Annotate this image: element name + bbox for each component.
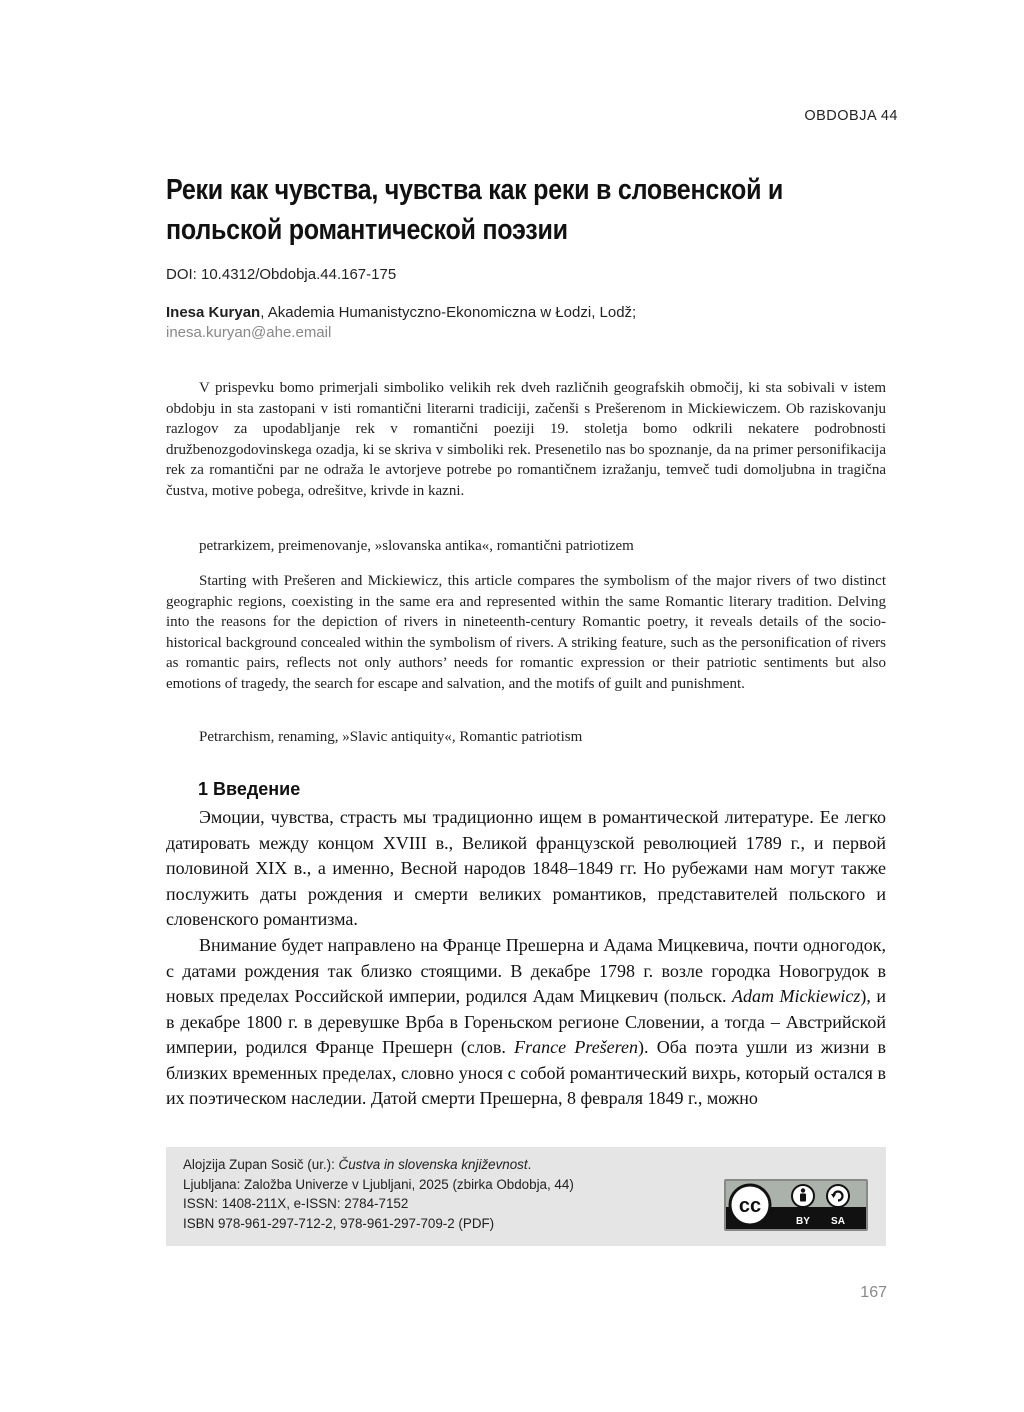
cc-badge-graphic (726, 1181, 866, 1229)
section-heading: 1 Введение (198, 779, 301, 799)
doi: DOI: 10.4312/Obdobja.44.167-175 (166, 266, 397, 283)
attribution-icon-body (800, 1194, 806, 1202)
keywords-english: Petrarchism, renaming, »Slavic antiquity«, Romantic patriotism (199, 729, 583, 745)
by-label: BY (796, 1216, 810, 1227)
publication-lines (183, 1155, 574, 1233)
cc-by-sa-license-badge[interactable] (724, 1179, 868, 1231)
author-name: Inesa Kuryan (166, 304, 261, 321)
para2-italic-b: France Prešeren (514, 1037, 639, 1057)
para2-part-c: ). Оба поэта ушли из жизни в близких временных пределах, словно унося с собой романтический вихрь, который остался в их поэтическом наследии. Датой смерти Прешерна, 8 февраля 1849 г., можно (166, 1037, 887, 1108)
keywords-slovenian: petrarkizem, preimenovanje, »slovanska antika«, romantični patriotizem (199, 538, 634, 554)
publication-title-suffix: . (527, 1157, 532, 1172)
author-email: inesa.kuryan@ahe.email (166, 324, 332, 341)
publication-line-4: ISBN 978-961-297-712-2, 978-961-297-709-2 (PDF) (183, 1215, 495, 1231)
publication-line-1 (183, 1155, 574, 1175)
body-paragraph-2 (166, 933, 886, 1112)
running-head: OBDOBJA 44 (804, 108, 898, 124)
publication-editor: Alojzija Zupan Sosič (ur.): (183, 1157, 339, 1172)
publication-title: Čustva in slovenska književnost (338, 1157, 528, 1172)
para2-italic-a: Adam Mickiewicz (732, 986, 861, 1006)
article-title (166, 170, 800, 250)
author-affiliation (166, 303, 636, 343)
publication-line-3: ISSN: 1408-211X, e-ISSN: 2784-7152 (183, 1196, 409, 1211)
title-line-2: польской романтической поэзии (166, 214, 568, 246)
title-line-1: Реки как чувства, чувства как реки в словенской и (166, 174, 784, 206)
body-paragraph-1: Эмоции, чувства, страсть мы традиционно ищем в романтической литературе. Ее легко датировать между концом XVIII в., Великой французской революцией 1789 г., и первой половиной XIX в., а именно, Весной народов 1848–1849 гг. Но рубежами нам могут также послужить даты рождения и смерти великих романтиков, представителей польского и словенского романтизма. (166, 807, 886, 929)
attribution-icon-head (801, 1188, 805, 1192)
para2-part-b: ), и в декабре 1800 г. в деревушке Врба в Гореньском регионе Словении, а тогда – Австрийской империи, родился Франце Прешерн (слов. (166, 986, 886, 1057)
cc-logo-text: cc (738, 1195, 762, 1217)
publication-info-box (166, 1147, 886, 1246)
sa-label: SA (831, 1216, 845, 1227)
author-institution: , Akademia Humanistyczno-Ekonomiczna w Łodzi, Lodž; (260, 304, 637, 321)
page-number: 167 (860, 1284, 887, 1301)
abstract-english: Starting with Prešeren and Mickiewicz, this article compares the symbolism of the major rivers of two distinct geographic regions, coexisting in the same era and represented within the same Romantic literary tradition. Delving into the reasons for the depiction of rivers in nineteenth-century Romantic poetry, it reveals details of the socio-historical background concealed within the symbolism of rivers. A striking feature, such as the personification of rivers as romantic pairs, reflects not only authors’ needs for romantic expression or their patriotic sentiments but also emotions of tragedy, the search for escape and salvation, and the motifs of guilt and punishment. (166, 573, 886, 692)
publication-line-2: Ljubljana: Založba Univerze v Ljubljani, 2025 (zbirka Obdobja, 44) (183, 1176, 574, 1192)
share-alike-icon (827, 1185, 849, 1207)
para2-part-a: Внимание будет направлено на Франце Прешерна и Адама Мицкевича, почти одногодок, с датами рождения так близко стоящими. В декабре 1798 г. возле городка Новогрудок в новых пределах Российской империи, родился Адам Мицкевич (польск. (166, 935, 886, 1006)
abstract-slovenian: V prispevku bomo primerjali simboliko velikih rek dveh različnih geografskih območij, ki sta sobivali v istem obdobju in sta zastopani v isti romantični literarni tradiciji, začenši s Prešerenom in Mickiewiczem. Ob raziskovanju razlogov za upodabljanje rek v romantični poeziji 19. stoletja bomo odkrili nekatere podrobnosti družbenozgodovinskega ozadja, ki se skriva v simboliki rek. Presenetilo nas bo spoznanje, da na primer personifikacija rek za romantični par ne odraža le avtorjeve potrebe po romantičnem izražanju, temveč tudi domoljubna in tragična čustva, motive pobega, odrešitve, krivde in kazni. (166, 380, 886, 499)
